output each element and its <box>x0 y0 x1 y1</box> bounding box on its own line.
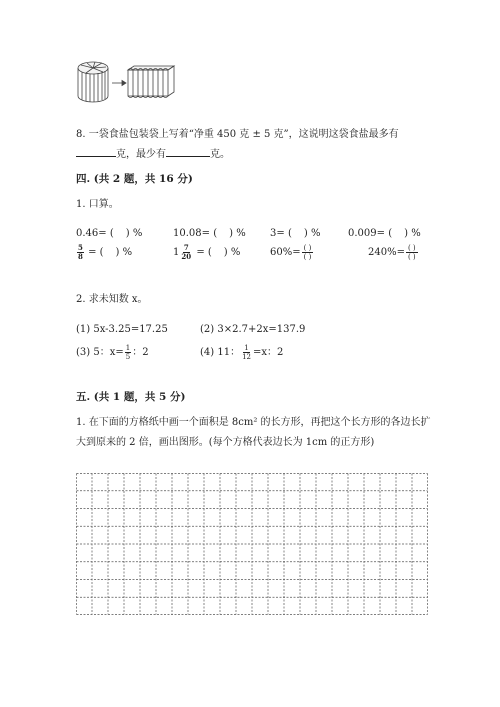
answer-blank-max[interactable] <box>76 146 116 157</box>
answer-slot[interactable] <box>217 226 229 236</box>
equation-2: (2) 3×2.7+2x=137.9 <box>200 324 306 335</box>
q8-line1: 8. 一袋食盐包装袋上写着“净重 450 克 ± 5 克”，这说明这袋食盐最多有 <box>76 129 399 140</box>
calc-item-4: 0.009= ( ) % <box>348 228 421 239</box>
rearranged-solid-icon <box>128 66 174 98</box>
equation-1: (1) 5x-3.25=17.25 <box>76 324 168 335</box>
calc-item-7: 60%= $\frac{( )}{( )}$ <box>270 244 312 261</box>
cylinder-icon <box>78 62 108 102</box>
answer-slot[interactable] <box>212 245 224 255</box>
section4-q1-title: 1. 口算。 <box>76 199 119 210</box>
answer-slot[interactable] <box>392 226 404 236</box>
answer-blank-min[interactable] <box>166 146 210 157</box>
arrow-right-icon <box>112 81 126 86</box>
section4-heading: 四. (共 2 题，共 16 分) <box>76 173 193 185</box>
calc-item-8: 240%= $\frac{( )}{( )}$ <box>368 244 416 261</box>
answer-fraction[interactable]: $\frac{( )}{( )}$ <box>303 244 312 261</box>
fraction-7-20: $\frac{7}{20}$ <box>181 243 192 261</box>
cylinder-slicing-figure <box>76 56 176 108</box>
answer-slot[interactable] <box>292 226 304 236</box>
fraction-5-8: $\frac{5}{8}$ <box>78 243 83 261</box>
calc-item-1: 0.46= ( ) % <box>76 228 143 239</box>
q8-line2: 克，最少有 克。 <box>76 146 230 162</box>
answer-fraction[interactable]: $\frac{( )}{( )}$ <box>407 244 416 261</box>
grid-paper[interactable] <box>76 473 428 615</box>
section4-q2-title: 2. 求未知数 x。 <box>76 294 148 305</box>
calc-item-6: 1 $\frac{7}{20}$ = ( ) % <box>173 243 241 261</box>
section5-q1-line1: 1. 在下面的方格纸中画一个面积是 8cm² 的长方形，再把这个长方形的各边长扩 <box>76 417 431 428</box>
answer-slot[interactable] <box>114 226 126 236</box>
equation-3: (3) 5：x= $\frac{1}{5}$ ：2 <box>76 344 149 361</box>
equation-4: (4) 11： $\frac{1}{12}$ =x：2 <box>200 344 284 361</box>
section5-heading: 五. (共 1 题，共 5 分) <box>76 391 186 403</box>
calc-item-2: 10.08= ( ) % <box>173 228 246 239</box>
calc-item-5: $\frac{5}{8}$ = ( ) % <box>78 243 133 261</box>
answer-slot[interactable] <box>104 245 116 255</box>
calc-item-3: 3= ( ) % <box>270 228 321 239</box>
section5-q1-line2: 大到原来的 2 倍，画出图形。(每个方格代表边长为 1cm 的正方形) <box>76 437 375 448</box>
